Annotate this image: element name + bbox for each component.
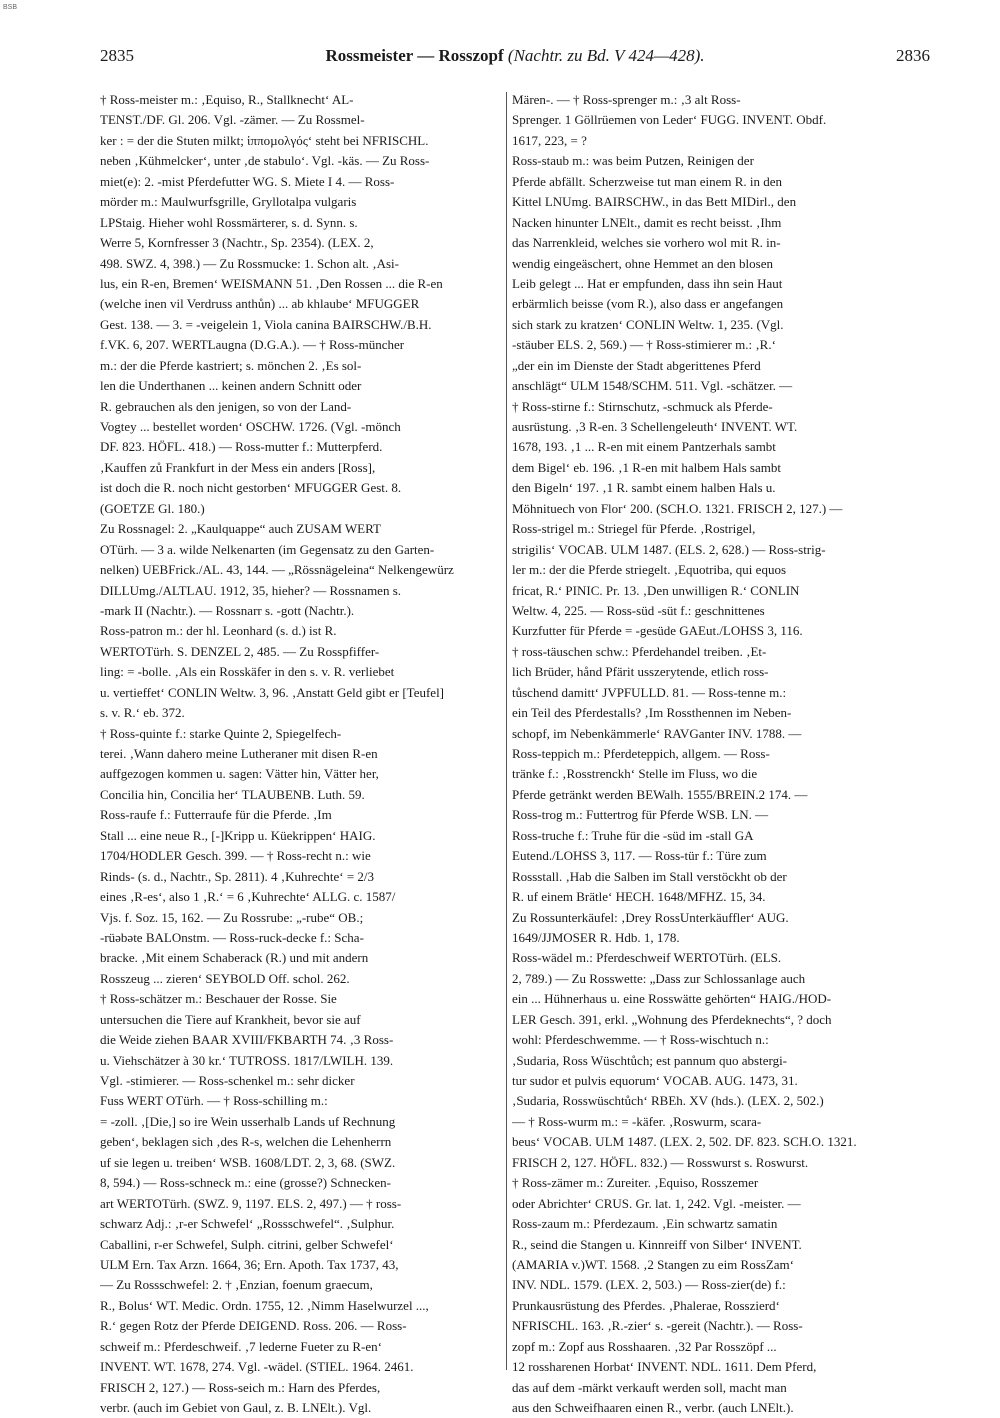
text-line: 498. SWZ. 4, 398.) — Zu Rossmucke: 1. Schon alt. ‚Asi-	[100, 255, 399, 271]
text-line: † Ross-meister m.: ‚Equiso, R., Stallknecht‘ AL-	[100, 92, 354, 107]
left-column	[100, 90, 508, 1418]
text-line: 1678, 193. ‚1 ... R-en mit einem Pantzerhals sambt	[512, 439, 776, 455]
text-line: LPStaig. Hieher wohl Rossmärterer, s. d. Synn. s.	[100, 214, 358, 230]
text-line: OTürh. — 3 a. wilde Nelkenarten (im Gegensatz zu den Garten-	[100, 541, 435, 557]
text-line: R.‘ gegen Rotz der Pferde DEIGEND. Ross. 206. — Ross-	[100, 1318, 407, 1334]
text-line: Ross-patron m.: der hl. Leonhard (s. d.) ist R.	[100, 623, 337, 639]
running-title	[100, 46, 930, 66]
text-line: bracke. ‚Mit einem Schaberack (R.) und mit andern	[100, 950, 369, 966]
text-line: † Ross-quinte f.: starke Quinte 2, Spiegelfech-	[100, 725, 342, 741]
text-line: ist doch die R. noch nicht gestorben‘ MFUGGER Gest. 8.	[100, 480, 402, 496]
text-line: Vgl. -stimierer. — Ross-schenkel m.: sehr dicker	[100, 1073, 355, 1088]
text-line: Nacken hinunter LNElt., damit es recht beisst. ‚Ihm	[512, 214, 782, 230]
text-line: untersuchen die Tiere auf Krankheit, bevor sie auf	[100, 1011, 361, 1027]
text-line: Fuss WERT OTürh. — † Ross-schilling m.:	[100, 1093, 328, 1109]
text-line: R., Bolus‘ WT. Medic. Ordn. 1755, 12. ‚Nimm Haselwurzel ...,	[100, 1297, 429, 1313]
text-line: ling: = -bolle. ‚Als ein Rosskäfer in den s. v. R. verliebet	[100, 664, 395, 680]
text-line: tur sudor et pulvis equorum‘ VOCAB. AUG. 1473, 31.	[512, 1073, 798, 1088]
text-line: eines ‚R-es‘, also 1 ‚R.‘ = 6 ‚Kuhrechte‘ ALLG. c. 1587/	[100, 889, 396, 905]
text-line: — † Ross-wurm m.: = -käfer. ‚Roswurm, scara-	[512, 1113, 762, 1129]
text-line: lus, ein R-en, Bremen‘ WEISMANN 51. ‚Den Rossen ... die R-en	[100, 275, 443, 291]
text-line: Stall ... eine neue R., [-]Kripp u. Küekrippen‘ HAIG.	[100, 827, 376, 843]
text-line: Rinds- (s. d., Nachtr., Sp. 2811). 4 ‚Kuhrechte‘ = 2/3	[100, 868, 375, 884]
text-line: DF. 823. HÖFL. 418.) — Ross-mutter f.: Mutterpferd.	[100, 439, 383, 455]
text-line: erbärmlich beisse (vom R.), also dass er angefangen	[512, 296, 784, 312]
text-line: Zu Rossnagel: 2. „Kaulquappe“ auch ZUSAM WERT	[100, 521, 381, 537]
text-line: terei. ‚Wann dahero meine Lutheraner mit disen R-en	[100, 746, 378, 761]
text-line: 2, 789.) — Zu Rosswette: „Dass zur Schlossanlage auch	[512, 970, 806, 986]
text-line: ker : = der die Stuten milkt; ἱπποµολγός‘ steht bei NFRISCHL.	[100, 132, 429, 148]
text-line: u. vertieffet‘ CONLIN Weltw. 3, 96. ‚Anstatt Geld gibt er [Teufel]	[100, 684, 445, 700]
text-line: verbr. (auch im Gebiet von Gaul, z. B. LNElt.). Vgl.	[100, 1400, 372, 1415]
text-line: Caballini, r-er Schwefel, Sulph. citrini, gelber Schwefel‘	[100, 1236, 394, 1252]
text-line: Ross-truche f.: Truhe für die -süd im -stall GA	[512, 827, 754, 843]
running-title-main: Rossmeister — Rosszopf	[325, 46, 504, 65]
text-line: Rosszeug ... zieren‘ SEYBOLD Off. schol. 262.	[100, 970, 350, 986]
text-line: — Zu Rossschwefel: 2. † ‚Enzian, foenum graecum,	[100, 1277, 373, 1293]
text-line: ‚Sudaria, Ross Wüschtůch; est pannum quo abstergi-	[512, 1052, 788, 1068]
text-line: Ross-raufe f.: Futterraufe für die Pferde. ‚Im	[100, 807, 332, 823]
text-line: FRISCH 2, 127. HÖFL. 832.) — Rosswurst s. Roswurst.	[512, 1154, 809, 1170]
text-line: neben ‚Kühmelcker‘, unter ‚de stabulo‘. Vgl. -käs. — Zu Ross-	[100, 153, 430, 169]
text-line: schopf, im Nebenkämmerle‘ RAVGanter INV. 1788. —	[512, 725, 802, 741]
text-line: † Ross-stirne f.: Stirnschutz, -schmuck als Pferde-	[512, 398, 773, 414]
text-line: Kittel LNUmg. BAIRSCHW., in das Bett MIDirl., den	[512, 194, 797, 210]
text-line: geben‘, beklagen sich ‚des R-s, welchen die Lehenherrn	[100, 1134, 392, 1150]
text-line: -stäuber ELS. 2, 569.) — † Ross-stimierer m.: ‚R.‘	[512, 337, 776, 353]
text-line: anschlägt“ ULM 1548/SCHM. 511. Vgl. -schätzer. —	[512, 378, 793, 394]
text-line: Kurzfutter für Pferde = -gesüde GAEut./LOHSS 3, 116.	[512, 623, 803, 639]
right-column	[512, 90, 920, 1418]
text-line: oder Abrichter‘ CRUS. Gr. lat. 1, 242. Vgl. -meister. —	[512, 1195, 801, 1211]
text-line: tůschend damitt‘ JVPFULLD. 81. — Ross-tenne m.:	[512, 684, 787, 700]
text-line: R. uf einem Brätle‘ HECH. 1648/MFHZ. 15, 34.	[512, 889, 766, 905]
text-line: m.: der die Pferde kastriert; s. mönchen 2. ‚Es sol-	[100, 357, 362, 373]
text-line: FRISCH 2, 127.) — Ross-seich m.: Harn des Pferdes,	[100, 1379, 381, 1395]
text-line: schwarz Adj.: ‚r-er Schwefel‘ „Rossschwefel“. ‚Sulphur.	[100, 1216, 395, 1232]
text-line: fricat, R.‘ PINIC. Pr. 13. ‚Den unwilligen R.‘ CONLIN	[512, 582, 800, 598]
text-line: auffgezogen kommen u. sagen: Vätter hin, Vätter her,	[100, 766, 379, 782]
text-line: Ross-wädel m.: Pferdeschweif WERTOTürh. (ELS.	[512, 950, 782, 966]
text-line: ler m.: der die Pferde striegelt. ‚Equotriba, qui equos	[512, 562, 787, 578]
text-line: strigilis‘ VOCAB. ULM 1487. (ELS. 2, 628.) — Ross-strig-	[512, 541, 826, 557]
running-title-ref: (Nachtr. zu Bd. V 424—428).	[507, 46, 705, 65]
text-line: INV. NDL. 1579. (LEX. 2, 503.) — Ross-zier(de) f.:	[512, 1277, 786, 1293]
text-line: (GOETZE Gl. 180.)	[100, 500, 205, 516]
text-line: (welche inen vil Verdruss anthůn) ... ab khlaube‘ MFUGGER	[100, 296, 420, 312]
text-line: ULM Ern. Tax Arzn. 1664, 36; Ern. Apoth. Tax 1737, 43,	[100, 1256, 399, 1272]
text-line: TENST./DF. Gl. 206. Vgl. -zämer. — Zu Rossmel-	[100, 112, 365, 128]
text-line: Sprenger. 1 Göllrüemen von Leder‘ FUGG. INVENT. Obdf.	[512, 112, 827, 128]
text-line: 12 rossharenen Horbat‘ INVENT. NDL. 1611. Dem Pferd,	[512, 1359, 817, 1375]
text-line: Ross-staub m.: was beim Putzen, Reinigen der	[512, 153, 754, 169]
text-line: miet(e): 2. -mist Pferdefutter WG. S. Miete I 4. — Ross-	[100, 173, 395, 189]
text-line: = -zoll. ‚[Die,] so ire Wein usserhalb Lands uf Rechnung	[100, 1113, 396, 1129]
text-line: f.VK. 6, 207. WERTLaugna (D.G.A.). — † Ross-müncher	[100, 337, 405, 353]
text-line: len die Underthanen ... keinen andern Schnitt oder	[100, 378, 362, 394]
text-line: ‚Kauffen zů Frankfurt in der Mess ein anders [Ross],	[100, 459, 376, 475]
page-number-left: 2835	[100, 46, 134, 65]
page-header	[100, 46, 930, 72]
column-divider	[506, 92, 507, 1370]
text-line: 1617, 223, = ?	[512, 132, 587, 148]
text-line: Weltw. 4, 225. — Ross-süd -süt f.: geschnittenes	[512, 602, 765, 618]
text-line: WERTOTürh. S. DENZEL 2, 485. — Zu Rosspfiffer-	[100, 643, 380, 659]
text-line: zopf m.: Zopf aus Rosshaaren. ‚32 Par Rosszöpf ...	[512, 1338, 777, 1354]
text-line: uf sie legen u. treiben‘ WSB. 1608/LDT. 2, 3, 68. (SWZ.	[100, 1154, 396, 1170]
text-line: ein ... Hühnerhaus u. eine Rosswätte gehörten“ HAIG./HOD-	[512, 991, 832, 1007]
text-line: ein Teil des Pferdestalls? ‚Im Rossthennen im Neben-	[512, 705, 792, 721]
text-line: Ross-teppich m.: Pferdeteppich, allgem. — Ross-	[512, 746, 770, 761]
text-line: Zu Rossunterkäufel: ‚Drey RossUnterkäuffler‘ AUG.	[512, 909, 789, 925]
text-line: NFRISCHL. 163. ‚R.-zier‘ s. -gereit (Nachtr.). — Ross-	[512, 1318, 803, 1334]
text-line: R., seind die Stangen u. Kinnreiff von Silber‘ INVENT.	[512, 1236, 802, 1252]
text-line: DILLUmg./ALTLAU. 1912, 35, hieher? — Rossnamen s.	[100, 582, 402, 598]
text-line: Ross-zaum m.: Pferdezaum. ‚Ein schwartz samatin	[512, 1216, 778, 1232]
text-line: den Bigeln‘ 197. ‚1 R. sambt einem halben Hals u.	[512, 480, 776, 496]
text-line: Werre 5, Kornfresser 3 (Nachtr., Sp. 2354). (LEX. 2,	[100, 235, 374, 251]
text-line: LER Gesch. 391, erkl. „Wohnung des Pferdeknechts“, ? doch	[512, 1011, 832, 1027]
text-line: Pferde abfällt. Scherzweise tut man einem R. in den	[512, 173, 783, 189]
text-line: nelken) UEBFrick./AL. 43, 144. — „Rössnägeleina“ Nelkengewürz	[100, 562, 454, 578]
text-line: lich Brüder, hånd Pfärit usszerytende, etlich ross-	[512, 664, 769, 680]
text-line: tränke f.: ‚Rosstrenckh‘ Stelle im Fluss, wo die	[512, 766, 758, 782]
text-line: u. Viehschätzer à 30 kr.‘ TUTROSS. 1817/LWILH. 139.	[100, 1052, 394, 1068]
text-line: Rossstall. ‚Hab die Salben im Stall verstöckht ob der	[512, 868, 787, 884]
text-line: -mark II (Nachtr.). — Rossnarr s. -gott (Nachtr.).	[100, 602, 355, 618]
text-line: Leib gelegt ... Hat er empfunden, dass ihn sein Haut	[512, 275, 783, 291]
text-line: s. v. R.‘ eb. 372.	[100, 705, 185, 721]
text-line: Möhnituech von Flor‘ 200. (SCH.O. 1321. FRISCH 2, 127.) —	[512, 500, 843, 516]
text-line: -rüəbəte BALOnstm. — Ross-ruck-decke f.: Scha-	[100, 929, 364, 945]
text-line: Vjs. f. Soz. 15, 162. — Zu Rossrube: „-rube“ OB.;	[100, 909, 364, 925]
text-line: sich stark zu kratzen‘ CONLIN Weltw. 1, 235. (Vgl.	[512, 316, 784, 332]
text-line: ‚Sudaria, Rosswüschtůch‘ RBEh. XV (hds.). (LEX. 2, 502.)	[512, 1093, 824, 1109]
text-line: beus‘ VOCAB. ULM 1487. (LEX. 2, 502. DF. 823. SCH.O. 1321.	[512, 1134, 857, 1150]
text-line: Vogtey ... bestellet worden‘ OSCHW. 1726. (Vgl. -mönch	[100, 419, 401, 434]
text-line: das Narrenkleid, welches sie vorhero wol mit R. in-	[512, 235, 781, 251]
text-line: Pferde getränkt werden BEWalh. 1555/BREIN.2 174. —	[512, 786, 808, 802]
text-line: † Ross-schätzer m.: Beschauer der Rosse. Sie	[100, 991, 337, 1007]
text-line: Ross-trog m.: Futtertrog für Pferde WSB. LN. —	[512, 807, 769, 823]
text-line: dem Bigel‘ eb. 196. ‚1 R-en mit halbem Hals sambt	[512, 459, 781, 475]
text-line: R. gebrauchen als den jenigen, so von der Land-	[100, 398, 352, 414]
text-line: INVENT. WT. 1678, 274. Vgl. -wädel. (STIEL. 1964. 2461.	[100, 1359, 414, 1375]
text-line: (AMARIA v.)WT. 1568. ‚2 Stangen zu eim RossZam‘	[512, 1256, 794, 1272]
text-line: Mären-. — † Ross-sprenger m.: ‚3 alt Ross-	[512, 92, 741, 107]
text-line: Concilia hin, Concilia her‘ TLAUBENB. Luth. 59.	[100, 786, 365, 802]
text-line: aus den Schweifhaaren einen R., verbr. (auch LNElt.).	[512, 1400, 794, 1415]
text-line: Gest. 138. — 3. = -veigelein 1, Viola canina BAIRSCHW./B.H.	[100, 316, 432, 332]
text-line: wohl: Pferdeschwemme. — † Ross-wischtuch n.:	[512, 1032, 769, 1048]
text-line: 1649/JJMOSER R. Hdb. 1, 178.	[512, 929, 680, 945]
text-line: art WERTOTürh. (SWZ. 9, 1197. ELS. 2, 497.) — † ross-	[100, 1195, 402, 1211]
text-line: schweif m.: Pferdeschweif. ‚7 lederne Fueter zu R-en‘	[100, 1338, 382, 1354]
text-line: das auf dem -märkt verkauft werden soll, macht man	[512, 1379, 787, 1395]
text-line: 1704/HODLER Gesch. 399. — † Ross-recht n.: wie	[100, 848, 371, 864]
text-line: mörder m.: Maulwurfsgrille, Gryllotalpa vulgaris	[100, 194, 357, 210]
text-line: Prunkausrüstung des Pferdes. ‚Phalerae, Rosszierd‘	[512, 1297, 780, 1313]
text-line: wendig eingeäschert, ohne Hemmet an den blosen	[512, 255, 773, 271]
text-line: 8, 594.) — Ross-schneck m.: eine (grosse?) Schnecken-	[100, 1175, 391, 1191]
text-line: Eutend./LOHSS 3, 117. — Ross-tür f.: Türe zum	[512, 848, 767, 864]
text-line: ausrüstung. ‚3 R-en. 3 Schellengeleuth‘ INVENT. WT.	[512, 419, 798, 434]
text-line: die Weide ziehen BAAR XVIII/FKBARTH 74. ‚3 Ross-	[100, 1032, 394, 1048]
text-line: „der ein im Dienste der Stadt abgerittenes Pferd	[512, 357, 761, 373]
page-number-right: 2836	[896, 46, 930, 65]
text-line: Ross-strigel m.: Striegel für Pferde. ‚Rostrigel,	[512, 521, 756, 537]
watermark: BSB	[3, 4, 18, 11]
text-line: † Ross-zämer m.: Zureiter. ‚Equiso, Rosszemer	[512, 1175, 759, 1191]
text-line: † ross-täuschen schw.: Pferdehandel treiben. ‚Et-	[512, 643, 767, 659]
